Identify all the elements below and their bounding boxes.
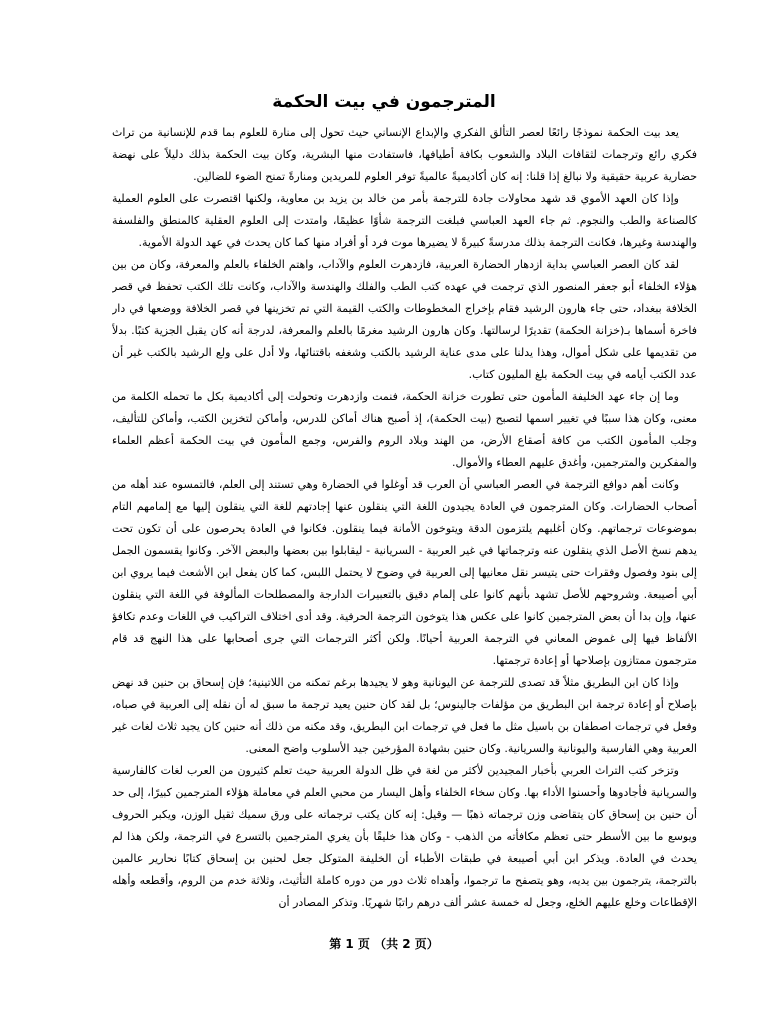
paragraph: وما إن جاء عهد الخليفة المأمون حتى تطورت خزانة الحكمة، فنمت وازدهرت وتحولت إلى أكاديمية بكل ما تحمله الكلمة من معنى، وكان هذا سببًا في تغيير اسمها لتصبح (بيت الحكمة)، إذ أصبح هناك أماكن للدرس، وأماكن لتخزين الكتب، وأماكن للتأليف، وجلب المأمون الكتب من كافة أصقاع الأرض، من الهند وبلاد الروم والفرس، وجمع المأمون في بيت الحكمة أعظم العلماء والمفكرين والمترجمين، وأغدق عليهم العطاء والأموال. — [112, 390, 697, 469]
paragraph: وتزخر كتب التراث العربي بأخبار المجيدين لأكثر من لغة في ظل الدولة العربية حيث تعلم كثيرون من العرب لغات كالفارسية والسريانية فأجادوها وأحسنوا الأداء بها. وكان سخاء الخلفاء وأهل اليسار من محبي العلم في معاملة هؤلاء المترجمين كبيرًا، إلى حد أن حنين بن إسحاق كان يتقاضى وزن ترجماته ذهبًا — وقيل: إنه كان يكتب ترجماته على ورق سميك ثقيل الوزن، ويكبر الحروف ويوسع ما بين الأسطر حتى تعظم مكافأته من الذهب - وكان هذا خليقًا بأن يغري المترجمين بالتسرع في الترجمة، ولكن هذا لم يحدث في العادة. ويذكر ابن أبي أصيبعة في طبقات الأطباء أن الخليفة المتوكل جعل لحنين بن إسحاق كتابًا نحارير عالمين بالترجمة، يترجمون بين يديه، وهو يتصفح ما ترجموا، وأهداه ثلاث دور من دوره كاملة التأثيث، وثلاثة خدم من الروم، وأقطعه وأهله الإقطاعات وخلع عليهم الخلع، وجعل له خمسة عشر ألف درهم راتبًا شهريًا. وتذكر المصادر أن — [112, 764, 697, 909]
page-footer: 第 1 页 （共 2 页） — [329, 937, 439, 951]
document-body — [112, 122, 697, 922]
paragraph: وكانت أهم دوافع الترجمة في العصر العباسي أن العرب قد أوغلوا في الحضارة وهي تستند إلى العلم، فالتمسوه عند أهله من أصحاب الحضارات. وكان المترجمون في العادة يجيدون اللغة التي ينقلون عنها إجادتهم للغة التي ينقلون إليها مع إلمامهم التام بموضوعات ترجماتهم. وكان أغلبهم يلتزمون الدقة ويتوخون الأمانة فيما ينقلون. فكانوا في العادة يحرصون على أن تكون تحت يدهم نسخ الأصل الذي ينقلون عنه وترجماتها في غير العربية - السريانية - ليقابلوا بين بعضها والبعض الآخر. وكانوا يقسمون الجمل إلى بنود وفصول وفقرات حتى يتيسر نقل معانيها إلى العربية في وضوح لا يحتمل اللبس، كما كان يفعل ابن الأشعث فيما يروي ابن أبي أصيبعة. وشروحهم للأصل تشهد بأنهم كانوا على إلمام دقيق بالتعبيرات الدارجة والمصطلحات المألوفة في اللغة التي ينقلون عنها، وإن بدا أن بعض المترجمين كانوا على عكس هذا يتوخون الترجمة الحرفية. وقد أدى اختلاف التراكيب في اللغات وعدم تكافؤ الألفاظ فيها إلى غموض المعاني في الترجمة العربية أحيانًا. ولكن أكثر الترجمات التي جرى أصحابها على هذا النهج قد قام مترجمون ممتازون بإصلاحها أو إعادة ترجمتها. — [112, 478, 697, 667]
document-title: المترجمون في بيت الحكمة — [272, 92, 496, 112]
paragraph: لقد كان العصر العباسي بداية ازدهار الحضارة العربية، فازدهرت العلوم والآداب، واهتم الخلفاء بالعلم والمعرفة، وكان من بين هؤلاء الخلفاء أبو جعفر المنصور الذي ترجمت في عهده كتب الطب والفلك والهندسة والآداب، وكانت تلك الكتب تحفظ في قصر الخلافة ببغداد، حتى جاء هارون الرشيد فقام بإخراج المخطوطات والكتب القيمة التي تم تخزينها في قصر الخلافة ووضعها في دار فاخرة أسماها بـ(خزانة الحكمة) تقديرًا لرسالتها. وكان هارون الرشيد مغرمًا بالعلم والمعرفة، لدرجة أنه كان يقبل الجزية كتبًا. بدلاً من تقديمها على شكل أموال، وهذا يدلنا على مدى عناية الرشيد بالكتب وشغفه باقتنائها، ولا أدل على ولع الرشيد بالكتب غير أن عدد الكتب أيامه في بيت الحكمة بلغ المليون كتاب. — [112, 258, 697, 381]
paragraph: وإذا كان العهد الأموي قد شهد محاولات جادة للترجمة بأمر من خالد بن يزيد بن معاوية، ولكنها اقتصرت على العلوم العملية كالصناعة والطب والنجوم. ثم جاء العهد العباسي فبلغت الترجمة شأوًا عظيمًا، وامتدت إلى العلوم العقلية كالمنطق والفلسفة والهندسة وغيرها، فكانت الترجمة بذلك مدرسةً كبيرةً لا يضيرها موت فرد أو أفراد منها كما كان يحدث في عهد الدولة الأموية. — [112, 192, 697, 249]
paragraph: وإذا كان ابن البطريق مثلاً قد تصدى للترجمة عن اليونانية وهو لا يجيدها برغم تمكنه من اللاتينية؛ فإن إسحاق بن حنين قد نهض بإصلاح أو إعادة ترجمة ابن البطريق من مؤلفات جالينوس؛ بل لقد كان حنين يعيد ترجمة ما سبق له أن نقله إلى العربية في صباه، وفعل في ترجمات اصطفان بن باسيل مثل ما فعل في ترجمات ابن البطريق، وقد مكنه من ذلك أنه حنين كان يجيد ثلاث لغات غير العربية وهي الفارسية واليونانية والسريانية. وكان حنين بشهادة المؤرخين جيد الأسلوب واضح المعنى. — [112, 676, 697, 755]
paragraph: يعد بيت الحكمة نموذجًا رائعًا لعصر التألق الفكري والإبداع الإنساني حيث تحول إلى منارة للعلوم بما قدم للإنسانية من تراث فكري رائع وترجمات لثقافات البلاد والشعوب بكافة أطيافها، فاستفادت منها البشرية، وكان بيت الحكمة بذلك دليلاً على نهضة حضارية عربية حقيقية ولا نبالغ إذا قلنا: إنه كان أكاديميةً عالميةً توفر العلوم للمريدين ومنارةً تمنح الضوء للضالين. — [112, 126, 697, 183]
